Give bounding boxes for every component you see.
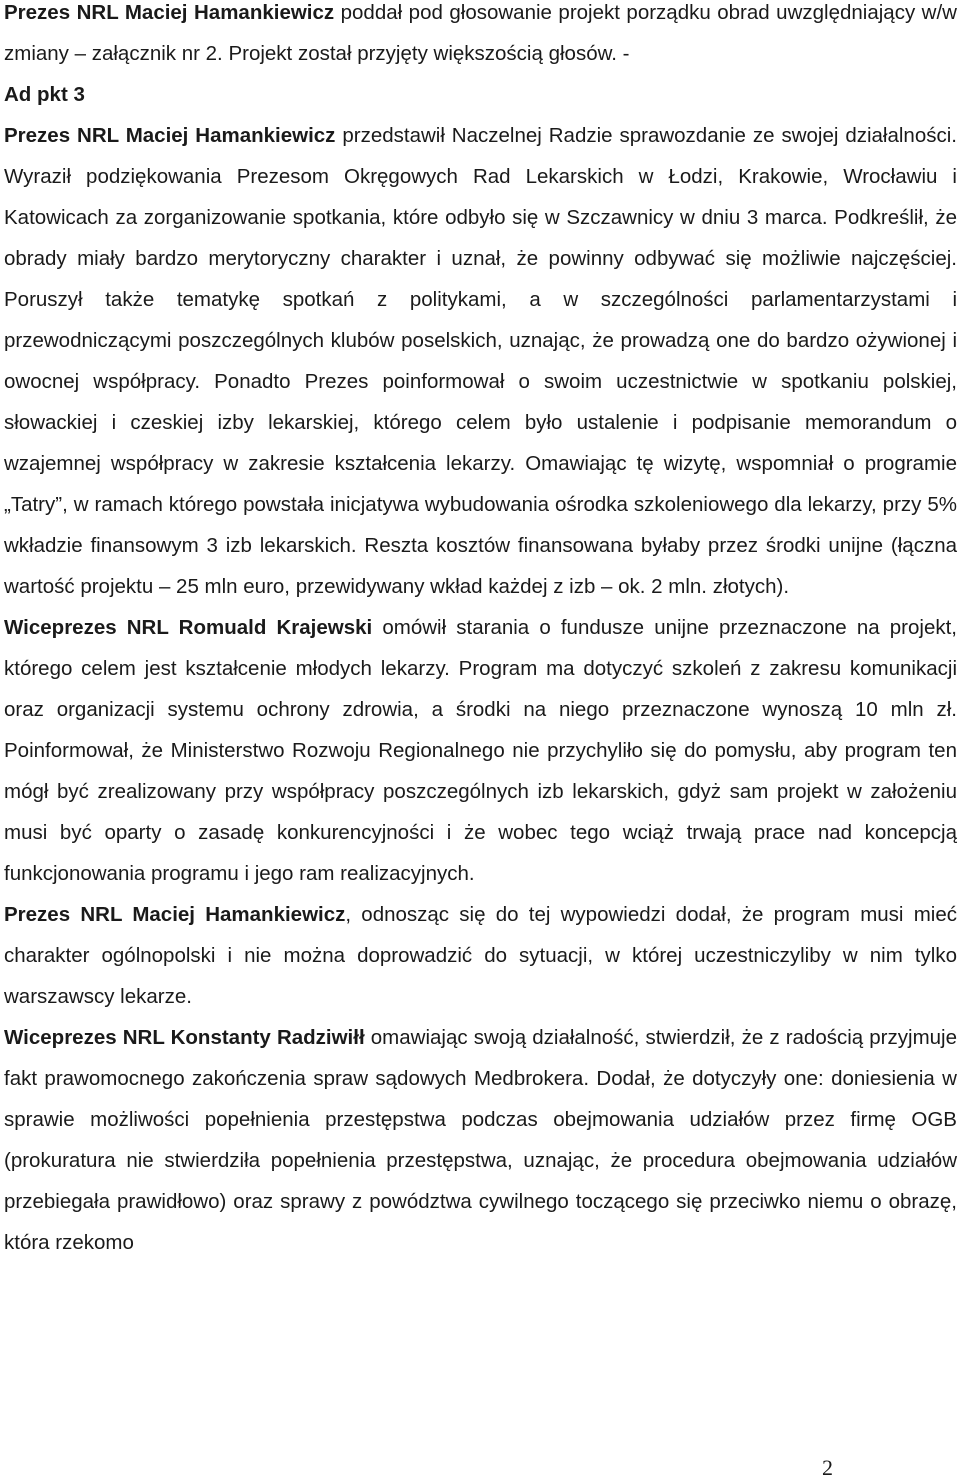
paragraph-vice-president-radziwill bbox=[4, 1017, 957, 1263]
page-number: 2 bbox=[822, 1455, 833, 1480]
paragraph-text: omawiając swoją działalność, stwierdził, że z radością przyjmuje fakt prawomocnego zakończenia spraw sądowych Medbrokera. Dodał, że dotyczyły one: doniesienia w sprawie możliwości popełnienia przestępstwa podczas obejmowania udziałów przez firmę OGB (prokuratura nie stwierdziła popełnienia przestępstwa, uznając, że procedura obejmowania udziałów przebiegała prawidłowo) oraz sprawy z powództwa cywilnego toczącego się przeciwko niemu o obrazę, która rzekomo bbox=[4, 1026, 957, 1254]
paragraph-vote bbox=[4, 0, 957, 74]
speaker-name: Prezes NRL Maciej Hamankiewicz bbox=[4, 124, 336, 147]
speaker-name: Wiceprezes NRL Konstanty Radziwiłł bbox=[4, 1026, 365, 1049]
agenda-item-label: Ad pkt 3 bbox=[4, 83, 85, 106]
paragraph-text: poddał pod głosowanie projekt porządku obrad uwzględniający w/w zmiany – załącznik nr 2. Projekt został przyjęty większością głosów. - bbox=[4, 1, 957, 65]
paragraph-president-response bbox=[4, 894, 957, 1017]
paragraph-text: , odnosząc się do tej wypowiedzi dodał, że program musi mieć charakter ogólnopolski i nie można doprowadzić do sytuacji, w której uczestniczyliby w nim tylko warszawscy lekarze. bbox=[4, 903, 957, 1008]
paragraph-president-report bbox=[4, 115, 957, 607]
speaker-name: Wiceprezes NRL Romuald Krajewski bbox=[4, 616, 373, 639]
speaker-name: Prezes NRL Maciej Hamankiewicz bbox=[4, 1, 335, 24]
paragraph-text: omówił starania o fundusze unijne przeznaczone na projekt, którego celem jest kształcenie młodych lekarzy. Program ma dotyczyć szkoleń z zakresu komunikacji oraz organizacji systemu ochrony zdrowia, a środki na niego przeznaczone wynoszą 10 mln zł. Poinformował, że Ministerstwo Rozwoju Regionalnego nie przychyliło się do pomysłu, aby program ten mógł być zrealizowany przy współpracy poszczególnych izb lekarskich, gdyż sam projekt w założeniu musi być oparty o zasadę konkurencyjności i że wobec tego wciąż trwają prace nad koncepcją funkcjonowania programu i jego ram realizacyjnych. bbox=[4, 616, 957, 885]
agenda-heading bbox=[4, 74, 957, 115]
speaker-name: Prezes NRL Maciej Hamankiewicz bbox=[4, 903, 346, 926]
document-body bbox=[4, 0, 957, 1263]
paragraph-text: przedstawił Naczelnej Radzie sprawozdanie ze swojej działalności. Wyraził podziękowania Prezesom Okręgowych Rad Lekarskich w Łodzi, Krakowie, Wrocławiu i Katowicach za zorganizowanie spotkania, które odbyło się w Szczawnicy w dniu 3 marca. Podkreślił, że obrady miały bardzo merytoryczny charakter i uznał, że powinny odbywać się możliwie najczęściej. Poruszył także tematykę spotkań z politykami, a w szczególności parlamentarzystami i przewodniczącymi poszczególnych klubów poselskich, uznając, że prowadzą one do bardzo ożywionej i owocnej współpracy. Ponadto Prezes poinformował o swoim uczestnictwie w spotkaniu polskiej, słowackiej i czeskiej izby lekarskiej, którego celem było ustalenie i podpisanie memorandum o wzajemnej współpracy w zakresie kształcenia lekarzy. Omawiając tę wizytę, wspomniał o programie „Tatry”, w ramach którego powstała inicjatywa wybudowania ośrodka szkoleniowego dla lekarzy, przy 5% wkładzie finansowym 3 izb lekarskich. Reszta kosztów finansowana byłaby przez środki unijne (łączna wartość projektu – 25 mln euro, przewidywany wkład każdej z izb – ok. 2 mln. złotych). bbox=[4, 124, 957, 598]
paragraph-vice-president-krajewski bbox=[4, 607, 957, 894]
